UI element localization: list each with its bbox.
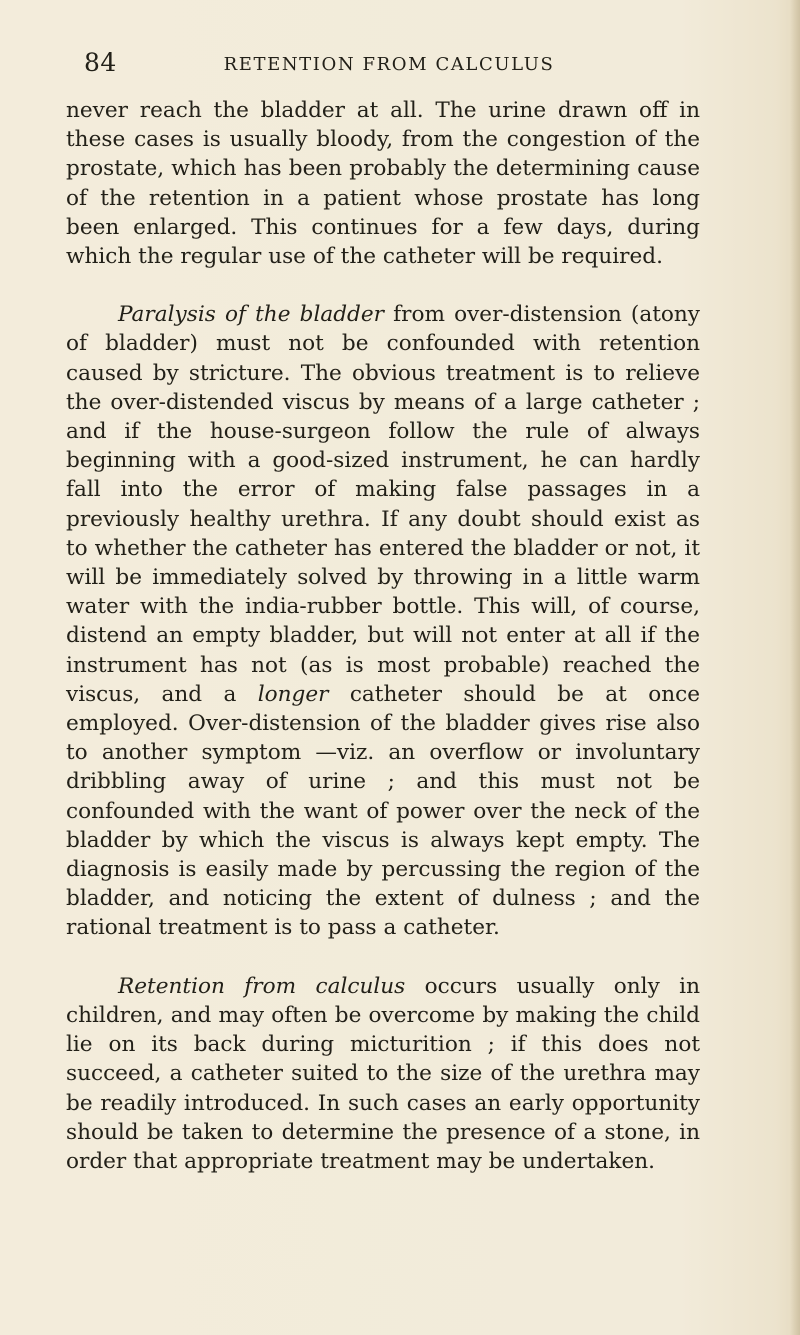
- paragraph-continued: [66, 96, 700, 271]
- paragraph-text-after: catheter should be at once employed. Over-distension of the bladder gives rise also to another symptom —viz. an overflow or involuntary dribbling away of urine ; and this must not be confounded with the want of power over the neck of the bladder by which the viscus is always kept empty. The diagnosis is easily made by percussing the region of the bladder, and noticing the extent of dulness ; and the rational treatment is to pass a catheter.: [66, 681, 700, 941]
- body-text: [66, 96, 700, 1176]
- running-head: RETENTION FROM CALCULUS: [223, 54, 555, 75]
- emphasis-text: longer: [257, 681, 329, 707]
- paragraph-text: never reach the bladder at all. The urine drawn off in these cases is usually bloody, from the congestion of the prostate, which has been probably the determining cause of the retention in a patient whose prostate has long been enlarged. This continues for a few days, during which the regular use of the catheter will be required.: [66, 98, 700, 270]
- page-number: 84: [84, 48, 117, 77]
- paragraph-lead: Retention from calculus: [118, 973, 406, 999]
- paragraph-text: occurs usually only in children, and may often be overcome by making the child lie on its back during micturition ; if this does not succeed, a catheter suited to the size of the urethra may be readily introduced. In such cases an early opportunity should be taken to determine the presence of a stone, in order that appropriate treatment may be undertaken.: [66, 973, 700, 1174]
- paragraph-lead: Paralysis of the bladder: [118, 302, 384, 328]
- paragraph-paralysis-of-bladder: [66, 300, 700, 942]
- paragraph-text: from over-distension (atony of bladder) must not be confounded with retention caused by stricture. The obvious treatment is to relieve the over-distended viscus by means of a large catheter ; and if the house-surgeon follow the rule of always beginning with a good-sized instrument, he can hardly fall into the error of making false passages in a previously healthy urethra. If any doubt should exist as to whether the catheter has entered the bladder or not, it will be immediately solved by throwing in a little warm water with the india-rubber bottle. This will, of course, distend an empty bladder, but will not enter at all if the instrument has not (as is most probable) reached the viscus, and a: [66, 302, 700, 707]
- page-edge-shadow: [790, 0, 800, 1335]
- page-header: [84, 48, 694, 88]
- paragraph-retention-from-calculus: [66, 972, 700, 1176]
